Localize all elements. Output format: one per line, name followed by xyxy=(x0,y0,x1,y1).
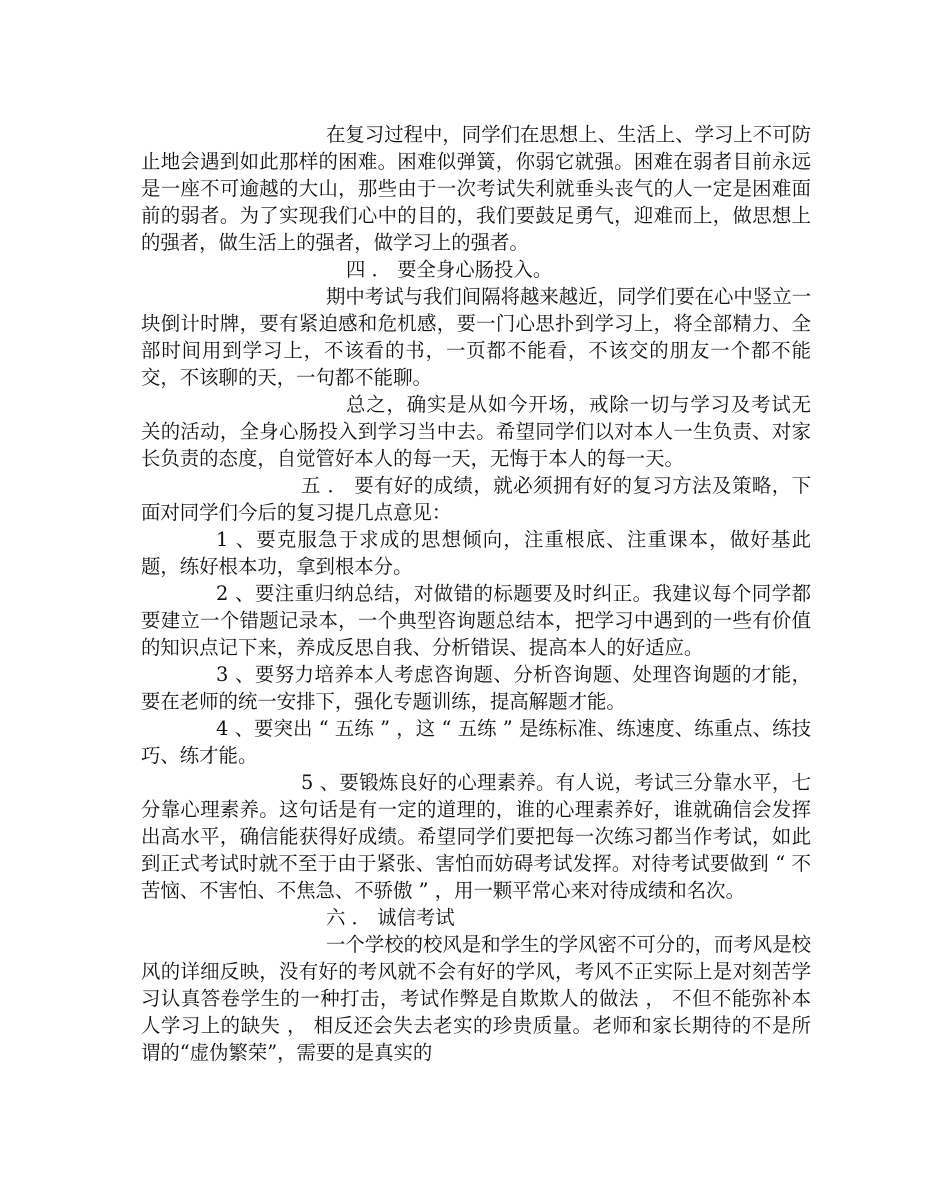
body-paragraph: 5 、要锻炼良好的心理素养。有人说，考试三分靠水平，七分靠心理素养。这句话是有一定的道理的，谁的心理素养好，谁就确信会发挥出高水平，确信能获得好成绩。希望同学们要把每一次练习都当作考试，如此到正式考试时就不至于由于紧张、害怕而妨碍考试发挥。对待考试要做到 “ 不苦恼、不害怕、不焦急、不骄傲 ” ，用一颗平常心来对待成绩和名次。 xyxy=(141,771,811,902)
body-paragraph: 1 、要克服急于求成的思想倾向，注重根底、注重课本，做好基此题，练好根本功，拿到根本分。 xyxy=(141,528,811,578)
body-paragraph: 2 、要注重归纳总结，对做错的标题要及时纠正。我建议每个同学都要建立一个错题记录本，一个典型咨询题总结本，把学习中遇到的一些有价值的知识点记下来，养成反思自我、分析错误、提高本人的好适应。 xyxy=(141,582,811,659)
body-paragraph: 五 ． 要有好的成绩，就必须拥有好的复习方法及策略，下面对同学们今后的复习提几点意见： xyxy=(141,474,811,524)
body-paragraph: 期中考试与我们间隔将越来越近，同学们要在心中竖立一块倒计时牌，要有紧迫感和危机感，要一门心思扑到学习上，将全部精力、全部时间用到学习上，不该看的书，一页都不能看，不该交的朋友一个都不能交，不该聊的天，一句都不能聊。 xyxy=(141,285,811,389)
body-paragraph: 4 、要突出 “ 五练 ” ，这 “ 五练 ” 是练标准、练速度、练重点、练技巧、练才能。 xyxy=(141,717,811,767)
section-heading: 六 ． 诚信考试 xyxy=(326,906,455,929)
body-paragraph: 3 、要努力培养本人考虑咨询题、分析咨询题、处理咨询题的才能，要在老师的统一安排下，强化专题训练，提高解题才能。 xyxy=(141,663,811,713)
document-body xyxy=(141,121,811,1066)
body-paragraph: 在复习过程中，同学们在思想上、生活上、学习上不可防止地会遇到如此那样的困难。困难似弹簧，你弱它就强。困难在弱者目前永远是一座不可逾越的大山，那些由于一次考试失利就垂头丧气的人一定是困难面前的弱者。为了实现我们心中的目的，我们要鼓足勇气，迎难而上，做思想上的强者，做生活上的强者，做学习上的强者。 xyxy=(141,123,811,254)
body-paragraph: 一个学校的校风是和学生的学风密不可分的，而考风是校风的详细反映，没有好的考风就不会有好的学风，考风不正实际上是对刻苦学习认真答卷学生的一种打击，考试作弊是自欺欺人的做法 ， 不但不能弥补本人学习上的缺失 ， 相反还会失去老实的珍贵质量。老师和家长期待的不是所谓的“虚伪繁荣”，需要的是真实的 xyxy=(141,933,811,1064)
body-paragraph: 总之，确实是从如今开场，戒除一切与学习及考试无关的活动，全身心肠投入到学习当中去。希望同学们以对本人一生负责、对家长负责的态度，自觉管好本人的每一天，无悔于本人的每一天。 xyxy=(141,393,811,470)
section-heading: 四 ． 要全身心肠投入。 xyxy=(346,258,553,281)
